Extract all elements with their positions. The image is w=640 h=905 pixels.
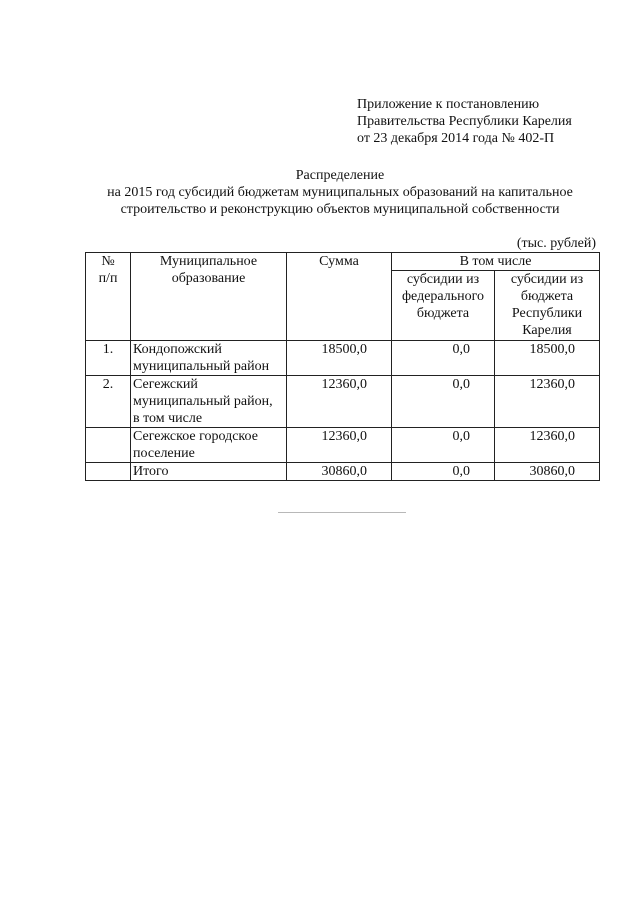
cell-federal: 0,0 (392, 428, 495, 463)
cell-num: 2. (86, 376, 131, 428)
table-row (86, 428, 600, 463)
cell-municipality: Сегежское городское поселение (131, 428, 287, 463)
header-republic: субсидии из бюджета Республики Карелия (495, 271, 600, 341)
unit-label: (тыс. рублей) (516, 236, 596, 251)
cell-federal: 0,0 (392, 463, 495, 481)
document-title (60, 167, 620, 218)
appendix-line: Приложение к постановлению (357, 97, 540, 112)
table-row (86, 341, 600, 376)
appendix-line: Правительства Республики Карелия (357, 114, 572, 129)
subsidy-table (85, 252, 600, 481)
cell-num: 1. (86, 341, 131, 376)
title-line: строительство и реконструкцию объектов муниципальной собственности (120, 202, 560, 217)
cell-num (86, 463, 131, 481)
appendix-header (357, 96, 627, 147)
header-federal: субсидии из федерального бюджета (392, 271, 495, 341)
header-row (86, 253, 600, 271)
cell-republic: 12360,0 (495, 428, 600, 463)
title-line: на 2015 год субсидий бюджетам муниципальных образований на капитальное (107, 185, 573, 200)
header-num: № п/п (86, 253, 131, 341)
cell-sum: 18500,0 (287, 341, 392, 376)
cell-num (86, 428, 131, 463)
cell-municipality: Кондопожский муниципальный район (131, 341, 287, 376)
end-divider (278, 512, 406, 513)
cell-municipality: Сегежский муниципальный район, в том числе (131, 376, 287, 428)
cell-republic: 12360,0 (495, 376, 600, 428)
cell-municipality: Итого (131, 463, 287, 481)
cell-federal: 0,0 (392, 341, 495, 376)
cell-republic: 30860,0 (495, 463, 600, 481)
header-including: В том числе (392, 253, 600, 271)
header-sum: Сумма (287, 253, 392, 341)
header-municipality: Муниципальное образование (131, 253, 287, 341)
cell-sum: 12360,0 (287, 376, 392, 428)
title-line: Распределение (295, 168, 385, 183)
table-row (86, 376, 600, 428)
cell-sum: 30860,0 (287, 463, 392, 481)
appendix-line: от 23 декабря 2014 года № 402-П (357, 131, 555, 146)
table-row-total (86, 463, 600, 481)
cell-republic: 18500,0 (495, 341, 600, 376)
cell-federal: 0,0 (392, 376, 495, 428)
cell-sum: 12360,0 (287, 428, 392, 463)
